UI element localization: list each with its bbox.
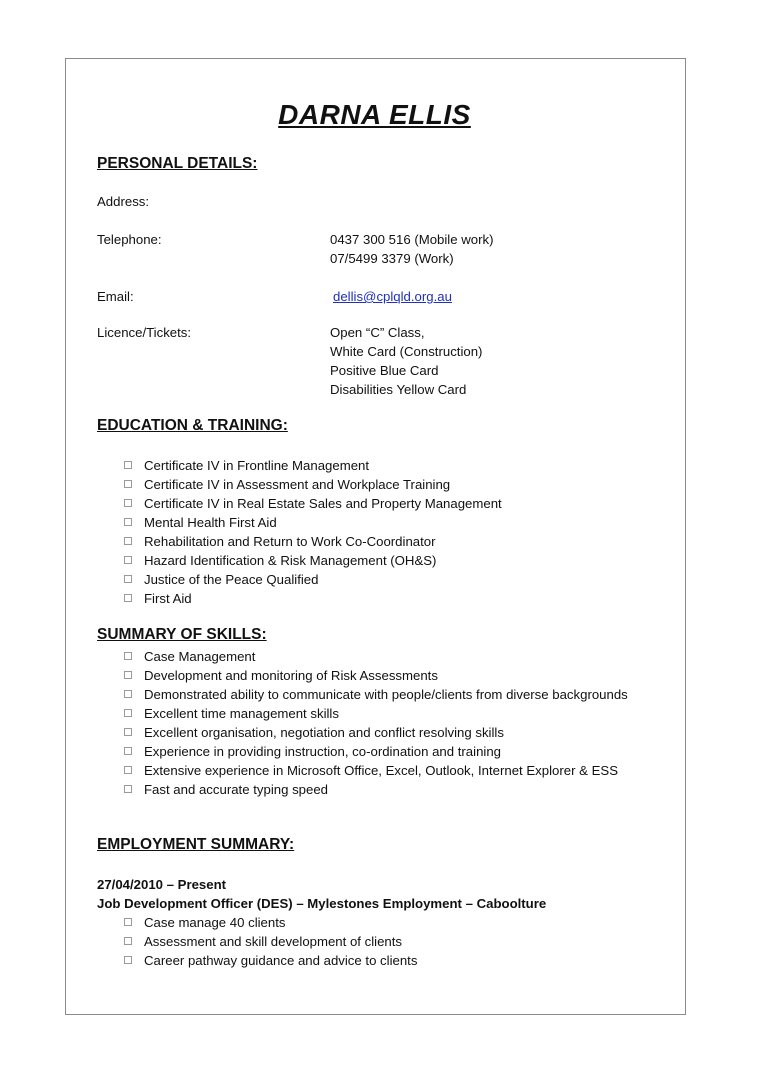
- list-item: First Aid: [123, 589, 502, 608]
- list-item: Experience in providing instruction, co-ordination and training: [123, 742, 644, 761]
- list-item: Hazard Identification & Risk Management (OH&S): [123, 551, 502, 570]
- checkbox-bullet-icon: [124, 518, 132, 526]
- skills-heading: SUMMARY OF SKILLS:: [97, 626, 267, 643]
- list-item: Mental Health First Aid: [123, 513, 502, 532]
- employment-heading: EMPLOYMENT SUMMARY:: [97, 836, 295, 853]
- resume-page: [65, 58, 686, 1015]
- licence-label: Licence/Tickets:: [97, 325, 192, 340]
- list-item: Certificate IV in Frontline Management: [123, 456, 502, 475]
- list-item: Fast and accurate typing speed: [123, 780, 644, 799]
- education-list: [123, 456, 502, 608]
- skills-list: [123, 647, 644, 799]
- candidate-name: DARNA ELLIS: [278, 99, 471, 130]
- checkbox-bullet-icon: [124, 671, 132, 679]
- checkbox-bullet-icon: [124, 956, 132, 964]
- checkbox-bullet-icon: [124, 461, 132, 469]
- telephone-label: Telephone:: [97, 232, 162, 247]
- list-item: Excellent organisation, negotiation and conflict resolving skills: [123, 723, 644, 742]
- checkbox-bullet-icon: [124, 690, 132, 698]
- licence-item: Disabilities Yellow Card: [330, 382, 467, 397]
- list-item: Assessment and skill development of clients: [123, 932, 417, 951]
- licence-item: Positive Blue Card: [330, 363, 439, 378]
- list-item: Rehabilitation and Return to Work Co-Coordinator: [123, 532, 502, 551]
- personal-details-heading: PERSONAL DETAILS:: [97, 155, 258, 172]
- education-heading: EDUCATION & TRAINING:: [97, 417, 288, 434]
- checkbox-bullet-icon: [124, 556, 132, 564]
- checkbox-bullet-icon: [124, 480, 132, 488]
- list-item: Excellent time management skills: [123, 704, 644, 723]
- checkbox-bullet-icon: [124, 594, 132, 602]
- checkbox-bullet-icon: [124, 575, 132, 583]
- checkbox-bullet-icon: [124, 785, 132, 793]
- list-item: Career pathway guidance and advice to clients: [123, 951, 417, 970]
- list-item: Certificate IV in Assessment and Workplace Training: [123, 475, 502, 494]
- list-item: Case manage 40 clients: [123, 913, 417, 932]
- checkbox-bullet-icon: [124, 766, 132, 774]
- checkbox-bullet-icon: [124, 709, 132, 717]
- list-item: Certificate IV in Real Estate Sales and Property Management: [123, 494, 502, 513]
- licence-item: Open “C” Class,: [330, 325, 425, 340]
- email-label: Email:: [97, 289, 134, 304]
- list-item: Justice of the Peace Qualified: [123, 570, 502, 589]
- licence-item: White Card (Construction): [330, 344, 483, 359]
- checkbox-bullet-icon: [124, 499, 132, 507]
- employment-duties-list: [123, 913, 417, 970]
- telephone-mobile: 0437 300 516 (Mobile work): [330, 232, 494, 247]
- checkbox-bullet-icon: [124, 918, 132, 926]
- checkbox-bullet-icon: [124, 937, 132, 945]
- list-item: Demonstrated ability to communicate with people/clients from diverse backgrounds: [123, 685, 644, 704]
- address-label: Address:: [97, 194, 150, 209]
- telephone-work: 07/5499 3379 (Work): [330, 251, 454, 266]
- checkbox-bullet-icon: [124, 652, 132, 660]
- list-item: Extensive experience in Microsoft Office, Excel, Outlook, Internet Explorer & ESS: [123, 761, 644, 780]
- list-item: Development and monitoring of Risk Assessments: [123, 666, 644, 685]
- email-link[interactable]: dellis@cplqld.org.au: [333, 289, 452, 304]
- employment-dates: 27/04/2010 – Present: [97, 877, 227, 892]
- checkbox-bullet-icon: [124, 728, 132, 736]
- list-item: Case Management: [123, 647, 644, 666]
- checkbox-bullet-icon: [124, 747, 132, 755]
- employment-position: Job Development Officer (DES) – Mylestones Employment – Caboolture: [97, 896, 547, 911]
- checkbox-bullet-icon: [124, 537, 132, 545]
